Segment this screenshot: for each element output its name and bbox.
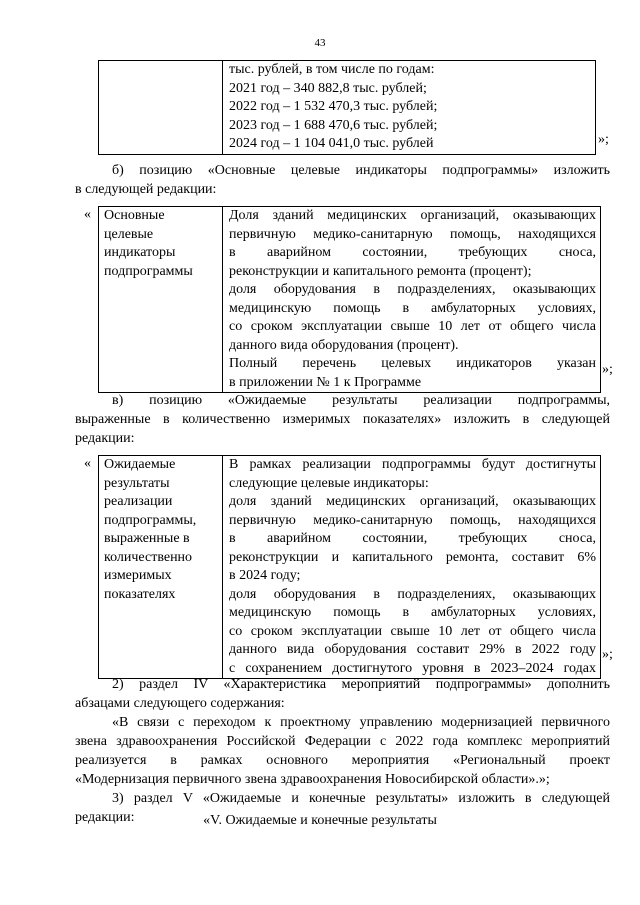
value-line: первичную медико-санитарную помощь, находящихся (229, 226, 596, 242)
value-line: данного вида оборудования (процент). (229, 337, 459, 353)
value-line: в аварийном состоянии, требующих сноса, (229, 531, 596, 546)
label-line: подпрограммы, (104, 512, 197, 528)
results-table (98, 455, 601, 679)
label-line: количественно (104, 549, 193, 565)
value-line: следующие целевые индикаторы: (229, 475, 429, 491)
value-line: медицинскую помощь в амбулаторных условиях, (229, 300, 596, 316)
paragraph-line: звена здравоохранения Российской Федерации с 2022 года комплекс мероприятий (75, 734, 610, 749)
paragraph-line: редакции: (75, 431, 135, 446)
label-line: измеримых (104, 568, 172, 583)
value-line: со сроком эксплуатации свыше 10 лет от общего числа (229, 319, 596, 334)
open-quote: « (84, 207, 91, 222)
value-line: в аварийном состоянии, требующих сноса, (229, 245, 596, 260)
value-line: реконструкции и капитального ремонта (процент); (229, 263, 532, 279)
value-line: доля оборудования в подразделениях, оказывающих (229, 282, 596, 297)
funding-line: тыс. рублей, в том числе по годам: (229, 62, 435, 77)
paragraph-line: б) позицию «Основные целевые индикаторы подпрограммы» изложить (112, 163, 610, 178)
value-line: В рамках реализации подпрограммы будут достигнуты (229, 457, 596, 472)
label-line: показателях (104, 586, 176, 602)
label-line: индикаторы (104, 245, 176, 260)
paragraph-b (75, 161, 610, 199)
close-quote: »; (598, 132, 609, 147)
paragraph-line: 2) раздел IV «Характеристика мероприятий подпрограммы» дополнить (112, 677, 610, 692)
paragraph-line: «Модернизация первичного звена здравоохранения Новосибирской области».»; (75, 772, 550, 787)
value-line: Полный перечень целевых индикаторов указан (229, 356, 596, 371)
funding-table (98, 60, 596, 155)
value-line: первичную медико-санитарную помощь, находящихся (229, 512, 596, 528)
label-line: реализации (104, 494, 173, 509)
paragraph-line: выраженные в количественно измеримых показателях» изложить в следующей (75, 412, 610, 427)
value-line: со сроком эксплуатации свыше 10 лет от общего числа (229, 623, 596, 639)
label-line: Ожидаемые (104, 457, 176, 472)
funding-label-cell (99, 61, 223, 155)
value-line: данного вида оборудования составит 29% в 2022 году (229, 642, 596, 657)
paragraph-line: «В связи с переходом к проектному управлению модернизацией первичного (112, 715, 610, 730)
paragraph-line: абзацами следующего содержания: (75, 696, 285, 711)
label-line: подпрограммы (104, 263, 193, 279)
section-heading: «V. Ожидаемые и конечные результаты (203, 813, 437, 828)
paragraph-2-3 (75, 675, 610, 827)
funding-value-cell (223, 61, 596, 155)
value-line: реконструкции и капитального ремонта, составит 6% (229, 549, 596, 565)
label-line: Основные (104, 208, 165, 223)
value-line: доля оборудования в подразделениях, оказывающих (229, 586, 596, 602)
open-quote: « (84, 456, 91, 471)
value-line: доля зданий медицинских организаций, оказывающих (229, 494, 596, 509)
value-line: с сохранением достигнутого уровня в 2023–2024 годах (229, 660, 596, 676)
results-label-cell (99, 456, 223, 679)
funding-line: 2022 год – 1 532 470,3 тыс. рублей; (229, 99, 438, 114)
funding-line: 2021 год – 340 882,8 тыс. рублей; (229, 80, 427, 96)
paragraph-line: 3) раздел V «Ожидаемые и конечные результаты» изложить в следующей (112, 791, 610, 806)
funding-line: 2024 год – 1 104 041,0 тыс. рублей (229, 136, 434, 151)
paragraph-line: в следующей редакции: (75, 182, 217, 197)
value-line: в 2024 году; (229, 568, 301, 583)
page-number: 43 (314, 37, 326, 49)
indicators-table (98, 206, 601, 393)
value-line: в приложении № 1 к Программе (229, 374, 422, 390)
label-line: целевые (104, 226, 154, 242)
paragraph-v (75, 391, 610, 448)
indicators-label-cell (99, 207, 223, 393)
label-line: результаты (104, 475, 170, 491)
results-value-cell (223, 456, 601, 679)
label-line: выраженные в (104, 531, 190, 546)
value-line: медицинскую помощь в амбулаторных условиях, (229, 605, 596, 620)
close-quote: »; (602, 647, 613, 662)
funding-line: 2023 год – 1 688 470,6 тыс. рублей; (229, 117, 438, 133)
paragraph-line: реализуется в рамках основного мероприятия «Региональный проект (75, 753, 610, 768)
close-quote: »; (602, 362, 613, 377)
paragraph-line: в) позицию «Ожидаемые результаты реализации подпрограммы, (112, 393, 610, 408)
value-line: Доля зданий медицинских организаций, оказывающих (229, 208, 596, 223)
paragraph-line: редакции: (75, 810, 135, 825)
indicators-value-cell (223, 207, 601, 393)
